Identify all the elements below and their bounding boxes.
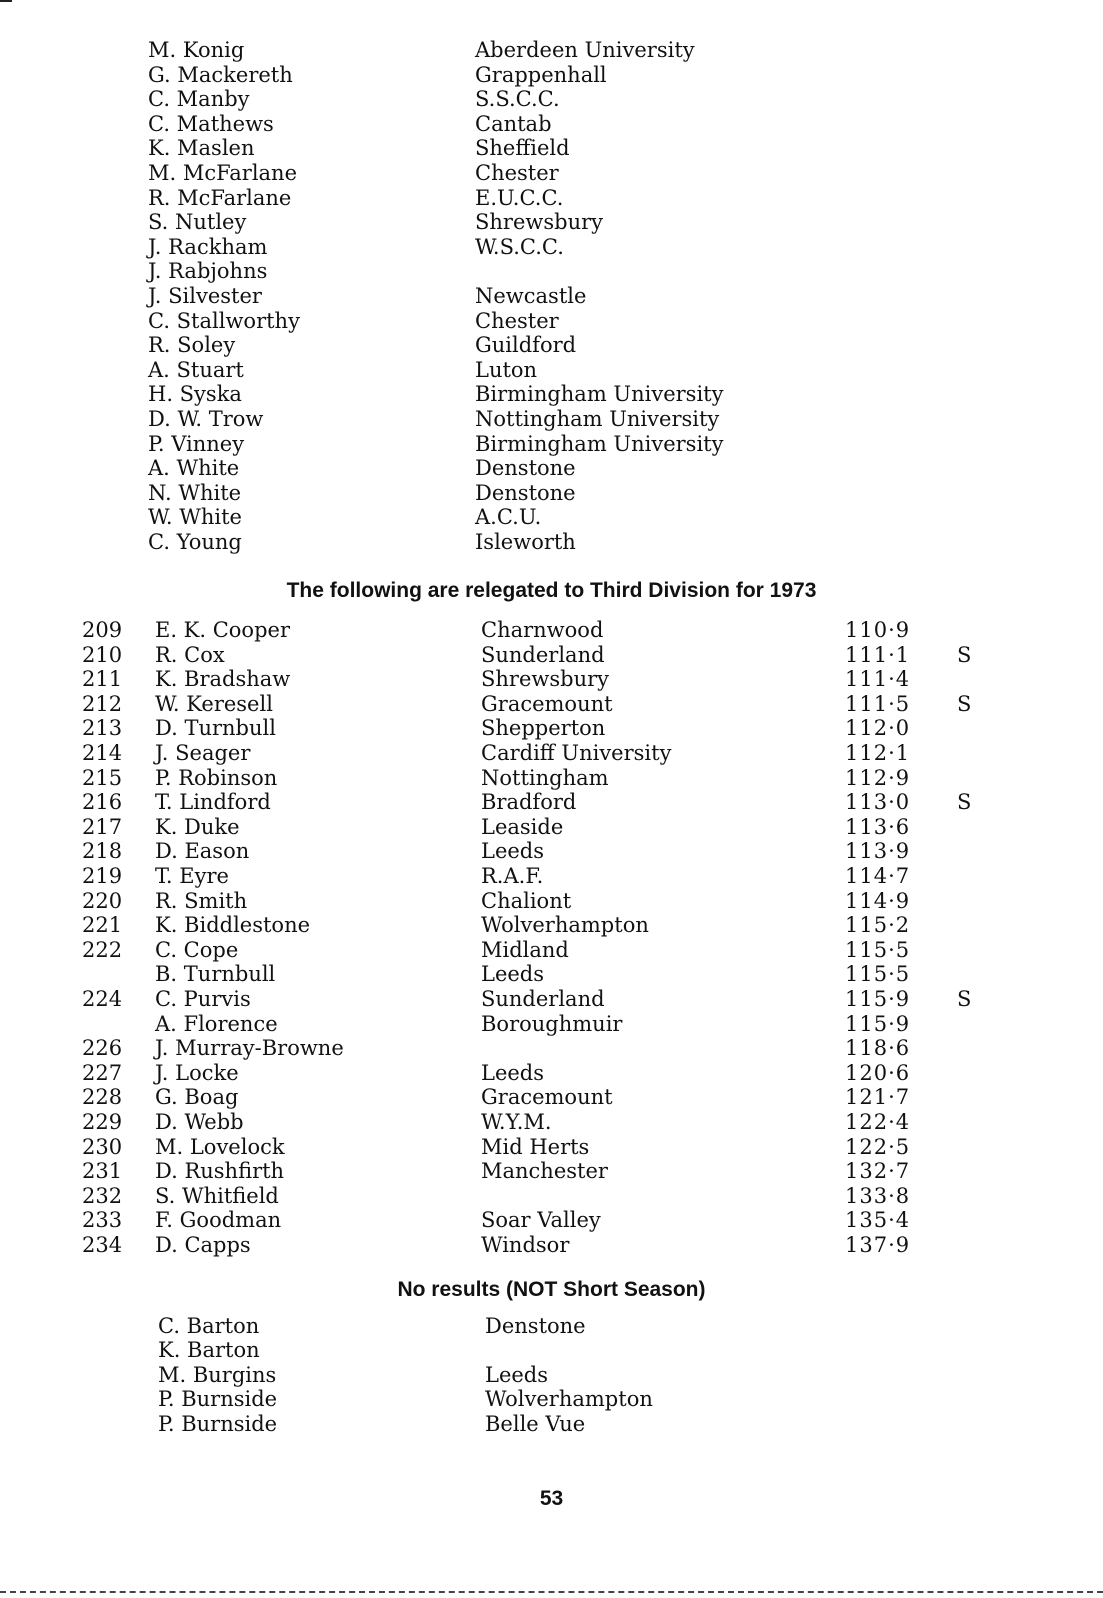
list-row xyxy=(0,530,1103,555)
club-cell: Sunderland xyxy=(481,642,605,667)
rank-cell: 216 xyxy=(82,790,123,815)
rank-cell: 218 xyxy=(82,839,123,864)
flag-cell: S xyxy=(957,691,972,716)
name-cell: D. Rushfirth xyxy=(155,1159,285,1184)
list-row xyxy=(0,962,1103,987)
rank-cell: 230 xyxy=(82,1134,123,1159)
score-cell: 111·1 xyxy=(845,642,911,667)
list-row xyxy=(0,913,1103,938)
name-cell: M. Konig xyxy=(148,38,245,62)
score-cell: 115·2 xyxy=(845,913,911,938)
name-cell: K. Bradshaw xyxy=(155,667,291,692)
score-cell: 115·9 xyxy=(845,1011,911,1036)
club-cell: Wolverhampton xyxy=(481,913,649,938)
relegated-heading: The following are relegated to Third Division for 1973 xyxy=(286,579,817,602)
name-cell: D. Webb xyxy=(155,1110,244,1134)
list-row xyxy=(0,1061,1103,1086)
club-cell: Newcastle xyxy=(475,284,587,308)
score-cell: 137·9 xyxy=(845,1233,911,1257)
club-cell: Gracemount xyxy=(481,1085,613,1110)
list-row xyxy=(0,889,1103,914)
score-cell: 112·1 xyxy=(845,741,911,765)
club-cell: Leaside xyxy=(481,814,564,839)
name-cell: J. Rabjohns xyxy=(148,259,268,284)
rank-cell: 232 xyxy=(82,1183,123,1208)
list-row xyxy=(0,815,1103,840)
club-cell: Guildford xyxy=(475,333,577,358)
club-cell: Belle Vue xyxy=(485,1411,586,1436)
club-cell: Gracemount xyxy=(481,691,613,716)
name-cell: M. Burgins xyxy=(158,1362,277,1387)
rank-cell: 211 xyxy=(82,667,123,692)
name-cell: A. Stuart xyxy=(148,357,244,382)
list-row xyxy=(0,358,1103,383)
name-cell: F. Goodman xyxy=(155,1208,282,1233)
name-cell: G. Mackereth xyxy=(148,62,293,87)
list-row xyxy=(0,864,1103,889)
score-cell: 115·9 xyxy=(845,987,911,1011)
list-row xyxy=(0,456,1103,481)
name-cell: D. Turnbull xyxy=(155,716,276,741)
name-cell: S. Nutley xyxy=(148,210,247,235)
list-row xyxy=(0,1135,1103,1160)
flag-cell: S xyxy=(957,790,972,815)
score-cell: 114·9 xyxy=(845,888,911,913)
score-cell: 122·4 xyxy=(845,1110,911,1134)
name-cell: K. Maslen xyxy=(148,136,255,161)
rank-cell: 212 xyxy=(82,691,123,716)
top-edge-rule xyxy=(0,0,12,2)
list-row xyxy=(0,667,1103,692)
list-row xyxy=(0,1314,1103,1339)
list-row xyxy=(0,839,1103,864)
list-row xyxy=(0,618,1103,643)
list-row xyxy=(0,38,1103,63)
club-cell: Boroughmuir xyxy=(481,1011,623,1036)
name-cell: P. Robinson xyxy=(155,765,278,790)
rank-cell: 214 xyxy=(82,741,123,765)
name-cell: G. Boag xyxy=(155,1085,239,1110)
rank-cell: 229 xyxy=(82,1110,123,1134)
club-cell: Sunderland xyxy=(481,987,605,1011)
club-cell: Denstone xyxy=(475,456,576,481)
name-cell: C. Barton xyxy=(158,1314,260,1338)
list-row xyxy=(0,432,1103,457)
score-cell: 114·7 xyxy=(845,864,911,888)
list-row xyxy=(0,1036,1103,1061)
list-row xyxy=(0,716,1103,741)
rank-cell: 213 xyxy=(82,716,123,741)
rank-cell: 222 xyxy=(82,937,123,962)
list-row xyxy=(0,481,1103,506)
club-cell: R.A.F. xyxy=(481,864,544,888)
score-cell: 132·7 xyxy=(845,1159,911,1184)
rank-cell: 228 xyxy=(82,1085,123,1110)
list-row xyxy=(0,1233,1103,1258)
name-cell: P. Vinney xyxy=(148,431,245,456)
name-cell: T. Lindford xyxy=(155,790,271,815)
club-cell: Birmingham University xyxy=(475,382,724,407)
score-cell: 118·6 xyxy=(845,1036,911,1061)
name-cell: C. Manby xyxy=(148,87,250,112)
list-row xyxy=(0,161,1103,186)
name-cell: H. Syska xyxy=(148,382,242,407)
score-cell: 111·5 xyxy=(845,691,911,716)
name-cell: C. Young xyxy=(148,530,242,554)
name-cell: D. W. Trow xyxy=(148,407,264,431)
name-cell: C. Cope xyxy=(155,937,239,962)
list-row xyxy=(0,259,1103,284)
club-cell: Denstone xyxy=(475,480,576,505)
name-cell: S. Whitfield xyxy=(155,1183,279,1208)
club-cell: Nottingham xyxy=(481,765,609,790)
list-row xyxy=(0,186,1103,211)
list-row xyxy=(0,1085,1103,1110)
name-cell: P. Burnside xyxy=(158,1387,278,1412)
name-cell: C. Mathews xyxy=(148,111,274,136)
rank-cell: 219 xyxy=(82,864,123,888)
rank-cell: 227 xyxy=(82,1060,123,1085)
flag-cell: S xyxy=(957,987,972,1011)
page-number: 53 xyxy=(539,1487,564,1510)
name-cell: P. Burnside xyxy=(158,1411,278,1436)
club-cell: Sheffield xyxy=(475,136,570,161)
name-cell: B. Turnbull xyxy=(155,962,276,987)
club-cell: Leeds xyxy=(481,1060,545,1085)
club-cell: Luton xyxy=(475,357,538,382)
club-cell: A.C.U. xyxy=(475,505,542,530)
name-cell: C. Purvis xyxy=(155,987,251,1011)
score-cell: 135·4 xyxy=(845,1208,911,1233)
rank-cell: 221 xyxy=(82,913,123,938)
no-results-heading: No results (NOT Short Season) xyxy=(397,1278,706,1301)
score-cell: 120·6 xyxy=(845,1060,911,1085)
club-cell: Wolverhampton xyxy=(485,1387,653,1412)
list-row xyxy=(0,643,1103,668)
list-row xyxy=(0,333,1103,358)
name-cell: R. Cox xyxy=(155,642,225,667)
list-row xyxy=(0,790,1103,815)
club-cell: Shrewsbury xyxy=(481,667,609,692)
name-cell: R. McFarlane xyxy=(148,185,292,210)
list-row xyxy=(0,766,1103,791)
club-cell: Cantab xyxy=(475,111,552,136)
club-cell: Aberdeen University xyxy=(475,38,695,62)
club-cell: Cardiff University xyxy=(481,741,672,765)
flag-cell: S xyxy=(957,642,972,667)
score-cell: 111·4 xyxy=(845,667,911,692)
score-cell: 115·5 xyxy=(845,962,911,987)
list-row xyxy=(0,1184,1103,1209)
score-cell: 121·7 xyxy=(845,1085,911,1110)
list-row xyxy=(0,382,1103,407)
club-cell: Bradford xyxy=(481,790,577,815)
list-row xyxy=(0,1387,1103,1412)
rank-cell: 233 xyxy=(82,1208,123,1233)
rank-cell: 234 xyxy=(82,1233,123,1257)
list-row xyxy=(0,87,1103,112)
name-cell: M. Lovelock xyxy=(155,1134,285,1159)
name-cell: R. Smith xyxy=(155,888,248,913)
name-cell: C. Stallworthy xyxy=(148,308,300,333)
name-cell: M. McFarlane xyxy=(148,161,298,185)
club-cell: Grappenhall xyxy=(475,62,607,87)
name-cell: K. Duke xyxy=(155,814,240,839)
list-row xyxy=(0,235,1103,260)
score-cell: 113·9 xyxy=(845,839,911,864)
rank-cell: 231 xyxy=(82,1159,123,1184)
name-cell: A. Florence xyxy=(155,1011,278,1036)
name-cell: A. White xyxy=(148,456,240,481)
club-cell: Charnwood xyxy=(481,618,604,642)
list-row xyxy=(0,407,1103,432)
club-cell: E.U.C.C. xyxy=(475,185,564,210)
club-cell: W.S.C.C. xyxy=(475,234,564,259)
club-cell: Denstone xyxy=(485,1314,586,1338)
list-row xyxy=(0,987,1103,1012)
club-cell: Manchester xyxy=(481,1159,608,1184)
name-cell: K. Barton xyxy=(158,1338,260,1363)
score-cell: 115·5 xyxy=(845,937,911,962)
club-cell: W.Y.M. xyxy=(481,1110,552,1134)
score-cell: 110·9 xyxy=(845,618,911,642)
score-cell: 133·8 xyxy=(845,1183,911,1208)
club-cell: Chester xyxy=(475,161,559,185)
list-row xyxy=(0,136,1103,161)
list-row xyxy=(0,1338,1103,1363)
list-row xyxy=(0,309,1103,334)
list-row xyxy=(0,505,1103,530)
score-cell: 113·6 xyxy=(845,814,911,839)
score-cell: 112·0 xyxy=(845,716,911,741)
club-cell: Mid Herts xyxy=(481,1134,590,1159)
rank-cell: 215 xyxy=(82,765,123,790)
list-row xyxy=(0,1412,1103,1437)
score-cell: 112·9 xyxy=(845,765,911,790)
name-cell: E. K. Cooper xyxy=(155,618,290,642)
score-cell: 122·5 xyxy=(845,1134,911,1159)
name-cell: J. Silvester xyxy=(148,284,262,308)
list-row xyxy=(0,938,1103,963)
name-cell: J. Murray-Browne xyxy=(155,1036,344,1061)
club-cell: Midland xyxy=(481,937,569,962)
club-cell: Isleworth xyxy=(475,530,576,554)
rank-cell: 224 xyxy=(82,987,123,1011)
list-row xyxy=(0,284,1103,309)
list-row xyxy=(0,1159,1103,1184)
rank-cell: 209 xyxy=(82,618,123,642)
club-cell: S.S.C.C. xyxy=(475,87,560,112)
list-row xyxy=(0,1208,1103,1233)
name-cell: T. Eyre xyxy=(155,864,229,888)
club-cell: Leeds xyxy=(481,962,545,987)
club-cell: Windsor xyxy=(481,1233,570,1257)
name-cell: J. Locke xyxy=(155,1060,239,1085)
rank-cell: 210 xyxy=(82,642,123,667)
club-cell: Soar Valley xyxy=(481,1208,601,1233)
name-cell: J. Rackham xyxy=(148,234,268,259)
list-row xyxy=(0,210,1103,235)
rank-cell: 217 xyxy=(82,814,123,839)
club-cell: Shrewsbury xyxy=(475,210,603,235)
name-cell: R. Soley xyxy=(148,333,236,358)
club-cell: Birmingham University xyxy=(475,431,724,456)
list-row xyxy=(0,1012,1103,1037)
club-cell: Shepperton xyxy=(481,716,606,741)
name-cell: K. Biddlestone xyxy=(155,913,311,938)
list-row xyxy=(0,741,1103,766)
name-cell: D. Eason xyxy=(155,839,250,864)
list-row xyxy=(0,692,1103,717)
name-cell: J. Seager xyxy=(155,741,251,765)
club-cell: Leeds xyxy=(485,1362,549,1387)
club-cell: Chester xyxy=(475,308,559,333)
rank-cell: 220 xyxy=(82,888,123,913)
club-cell: Chaliont xyxy=(481,888,572,913)
club-cell: Nottingham University xyxy=(475,407,720,431)
name-cell: N. White xyxy=(148,480,242,505)
rank-cell: 226 xyxy=(82,1036,123,1061)
score-cell: 113·0 xyxy=(845,790,911,815)
list-row xyxy=(0,1363,1103,1388)
list-row xyxy=(0,1110,1103,1135)
list-row xyxy=(0,63,1103,88)
bottom-edge-rule xyxy=(0,1591,1103,1593)
name-cell: D. Capps xyxy=(155,1233,251,1257)
list-row xyxy=(0,112,1103,137)
name-cell: W. Keresell xyxy=(155,691,273,716)
club-cell: Leeds xyxy=(481,839,545,864)
name-cell: W. White xyxy=(148,505,242,530)
